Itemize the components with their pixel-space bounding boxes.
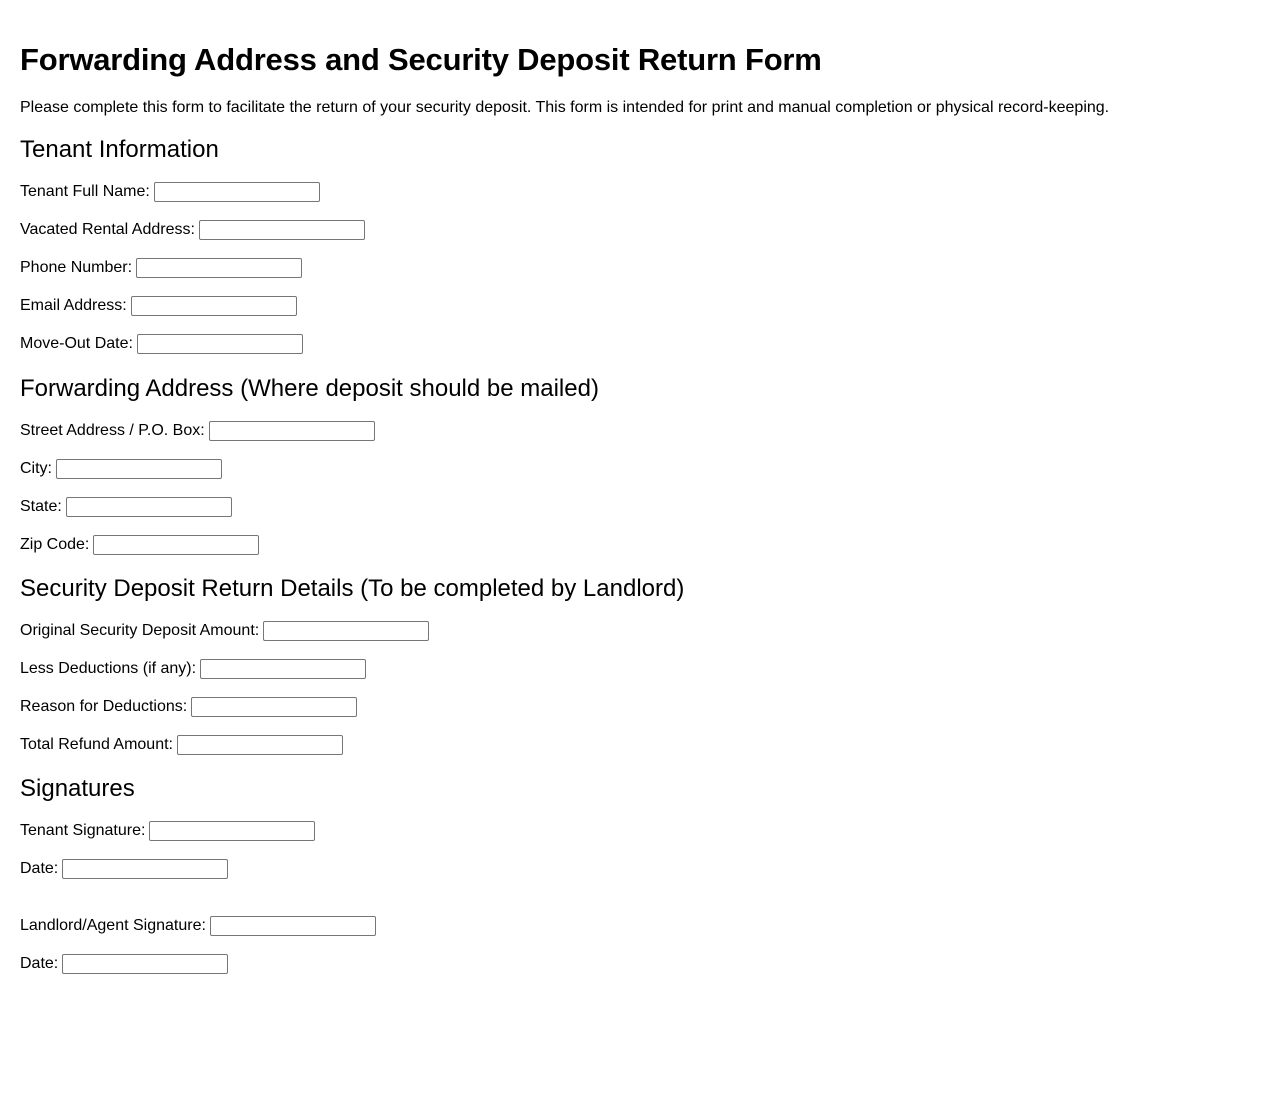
phone-number-input[interactable] xyxy=(136,258,302,278)
email-address-input[interactable] xyxy=(131,296,297,316)
move-out-date-row xyxy=(20,333,1242,355)
tenant-full-name-label: Tenant Full Name: xyxy=(20,183,150,200)
signatures-section xyxy=(20,775,1242,975)
state-input[interactable] xyxy=(66,497,232,517)
tenant-date-label: Date: xyxy=(20,860,59,877)
original-deposit-row xyxy=(20,620,1242,642)
vacated-rental-address-input[interactable] xyxy=(199,220,365,240)
city-row xyxy=(20,458,1242,480)
tenant-signature-label: Tenant Signature: xyxy=(20,822,146,839)
tenant-full-name-input[interactable] xyxy=(154,182,320,202)
vacated-rental-address-row xyxy=(20,219,1242,241)
intro-text: Please complete this form to facilitate the return of your security deposit. This form is intended for print and manual completion or physical record-keeping. xyxy=(20,99,1110,116)
phone-number-row xyxy=(20,257,1242,279)
tenant-date-row xyxy=(20,858,1242,880)
landlord-signature-input[interactable] xyxy=(210,916,376,936)
total-refund-row xyxy=(20,734,1242,756)
email-address-label: Email Address: xyxy=(20,297,127,314)
deductions-label: Less Deductions (if any): xyxy=(20,660,197,677)
tenant-signature-input[interactable] xyxy=(149,821,315,841)
state-row xyxy=(20,496,1242,518)
move-out-date-label: Move-Out Date: xyxy=(20,335,133,352)
signatures-heading: Signatures xyxy=(20,775,135,802)
deduction-reason-row xyxy=(20,696,1242,718)
original-deposit-label: Original Security Deposit Amount: xyxy=(20,622,260,639)
city-input[interactable] xyxy=(56,459,222,479)
street-address-label: Street Address / P.O. Box: xyxy=(20,422,205,439)
move-out-date-input[interactable] xyxy=(137,334,303,354)
landlord-signature-label: Landlord/Agent Signature: xyxy=(20,917,206,934)
signature-spacer xyxy=(20,880,1242,915)
zip-code-input[interactable] xyxy=(93,535,259,555)
street-address-input[interactable] xyxy=(209,421,375,441)
vacated-rental-address-label: Vacated Rental Address: xyxy=(20,221,195,238)
city-label: City: xyxy=(20,460,52,477)
street-address-row xyxy=(20,420,1242,442)
tenant-information-section xyxy=(20,136,1242,355)
total-refund-label: Total Refund Amount: xyxy=(20,736,173,753)
page-title: Forwarding Address and Security Deposit Return Form xyxy=(20,42,822,77)
total-refund-input[interactable] xyxy=(177,735,343,755)
forwarding-address-heading: Forwarding Address (Where deposit should be mailed) xyxy=(20,375,599,402)
zip-code-row xyxy=(20,534,1242,556)
landlord-date-row xyxy=(20,953,1242,975)
deduction-reason-label: Reason for Deductions: xyxy=(20,698,188,715)
deductions-row xyxy=(20,658,1242,680)
deposit-details-heading: Security Deposit Return Details (To be completed by Landlord) xyxy=(20,575,685,602)
tenant-date-input[interactable] xyxy=(62,859,228,879)
forwarding-address-section xyxy=(20,375,1242,556)
original-deposit-input[interactable] xyxy=(263,621,429,641)
tenant-signature-row xyxy=(20,820,1242,842)
tenant-information-heading: Tenant Information xyxy=(20,136,219,163)
landlord-date-input[interactable] xyxy=(62,954,228,974)
deduction-reason-input[interactable] xyxy=(191,697,357,717)
landlord-date-label: Date: xyxy=(20,955,59,972)
landlord-signature-row xyxy=(20,915,1242,937)
email-address-row xyxy=(20,295,1242,317)
tenant-full-name-row xyxy=(20,181,1242,203)
state-label: State: xyxy=(20,498,62,515)
phone-number-label: Phone Number: xyxy=(20,259,133,276)
deductions-input[interactable] xyxy=(200,659,366,679)
zip-code-label: Zip Code: xyxy=(20,536,90,553)
deposit-details-section xyxy=(20,575,1242,756)
